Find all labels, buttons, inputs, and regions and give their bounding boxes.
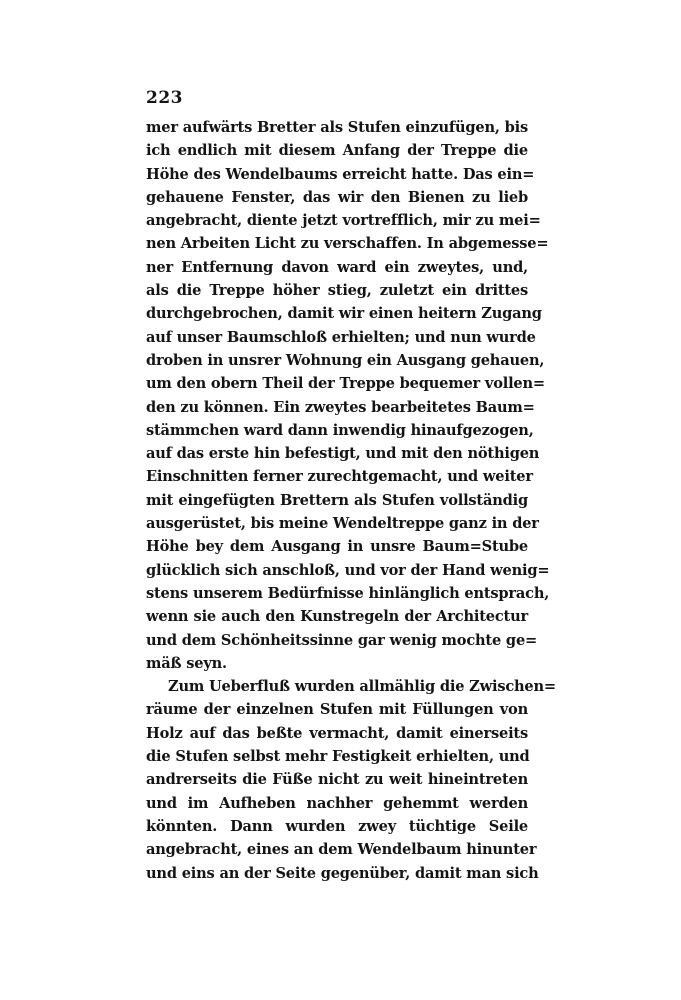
text-line: Zum Ueberfluß wurden allmählig die Zwischen= [168,678,556,696]
text-line: gehauene Fenster, das wir den Bienen zu lieb [146,188,528,206]
text-line: glücklich sich anschloß, und vor der Hand wenig= [146,561,550,579]
text-line: Höhe des Wendelbaums erreicht hatte. Das ein= [146,165,535,183]
text-line: mäß seyn. [146,654,227,672]
text-line: räume der einzelnen Stufen mit Füllungen von [146,701,528,719]
text-line: durchgebrochen, damit wir einen heitern Zugang [146,305,542,323]
text-line: andrerseits die Füße nicht zu weit hineintreten [146,771,528,789]
text-line: ausgerüstet, bis meine Wendeltreppe ganz in der [146,515,539,533]
text-line: um den obern Theil der Treppe bequemer vollen= [146,375,545,393]
text-line: ich endlich mit diesem Anfang der Treppe die [146,142,528,160]
text-line: die Stufen selbst mehr Festigkeit erhielten, und [146,748,530,766]
text-line: und dem Schönheitssinne gar wenig mochte ge= [146,631,538,649]
text-line: Höhe bey dem Ausgang in unsre Baum=Stube [146,538,528,556]
text-line: als die Treppe höher stieg, zuletzt ein drittes [146,282,528,300]
text-line: Einschnitten ferner zurechtgemacht, und weiter [146,468,533,486]
text-line: ner Entfernung davon ward ein zweytes, und, [146,258,528,276]
text-line: auf unser Baumschloß erhielten; und nun wurde [146,328,536,346]
text-line: auf das erste hin befestigt, und mit den nöthigen [146,445,540,463]
text-line: könnten. Dann wurden zwey tüchtige Seile [146,817,528,835]
text-line: stämmchen ward dann inwendig hinaufgezogen, [146,421,534,439]
text-line: droben in unsrer Wohnung ein Ausgang gehauen, [146,351,545,369]
text-line: stens unserem Bedürfnisse hinlänglich entsprach, [146,584,550,602]
text-line: und eins an der Seite gegenüber, damit man sich [146,864,539,882]
text-line: den zu können. Ein zweytes bearbeitetes Baum= [146,398,535,416]
text-line: mit eingefügten Brettern als Stufen vollständig [146,491,528,509]
text-line: angebracht, eines an dem Wendelbaum hinunter [146,841,537,859]
body-text [146,116,556,885]
text-line: Holz auf das beßte vermacht, damit einerseits [146,724,528,742]
text-line: und im Aufheben nachher gehemmt werden [146,794,528,812]
page-number: 223 [146,88,183,108]
text-line: nen Arbeiten Licht zu verschaffen. In abgemesse= [146,235,549,253]
text-line: wenn sie auch den Kunstregeln der Architectur [146,608,528,626]
text-line: mer aufwärts Bretter als Stufen einzufügen, bis [146,119,528,136]
text-line: angebracht, diente jetzt vortrefflich, mir zu mei= [146,212,541,230]
